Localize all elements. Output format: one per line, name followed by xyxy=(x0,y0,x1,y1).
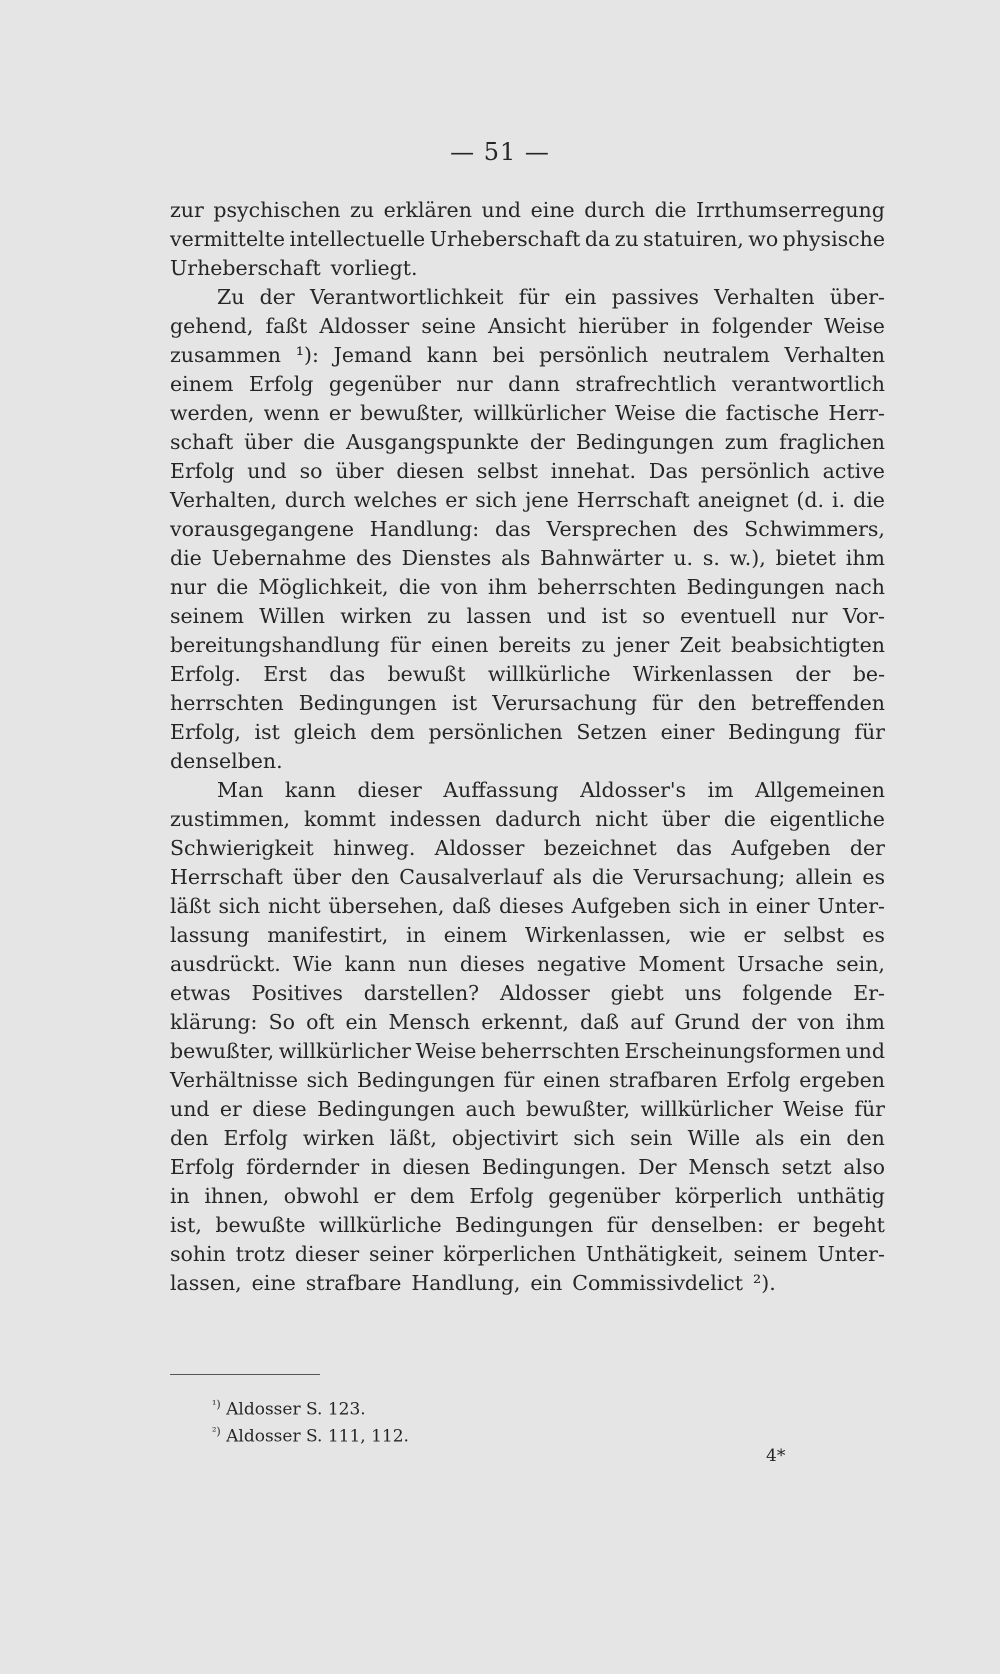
text-line: lassung manifestirt, in einem Wirkenlassen, wie er selbst es xyxy=(170,923,885,947)
text-line: die Uebernahme des Dienstes als Bahnwärter u. s. w.), bietet ihm xyxy=(170,546,885,570)
text-line: und er diese Bedingungen auch bewußter, willkürlicher Weise für xyxy=(170,1097,885,1121)
text-line: nur die Möglichkeit, die von ihm beherrschten Bedingungen nach xyxy=(170,575,885,599)
text-line: zustimmen, kommt indessen dadurch nicht über die eigentliche xyxy=(170,807,885,831)
footnote-2 xyxy=(212,1425,409,1447)
text-line: zusammen ¹): Jemand kann bei persönlich neutralem Verhalten xyxy=(170,343,885,367)
text-line: Urheberschaft vorliegt. xyxy=(170,256,418,280)
text-line: gehend, faßt Aldosser seine Ansicht hierüber in folgender Weise xyxy=(170,314,885,338)
text-line: herrschten Bedingungen ist Verursachung für den betreffenden xyxy=(170,691,885,715)
text-line: Erfolg, ist gleich dem persönlichen Setzen einer Bedingung für xyxy=(170,720,885,744)
text-line: einem Erfolg gegenüber nur dann strafrechtlich verantwortlich xyxy=(170,372,885,396)
text-line: zur psychischen zu erklären und eine durch die Irrthumserregung xyxy=(170,198,885,222)
text-line: Erfolg und so über diesen selbst innehat. Das persönlich active xyxy=(170,459,885,483)
footnote-2-mark: ²) xyxy=(212,1425,221,1438)
footnote-1-mark: ¹) xyxy=(212,1398,221,1411)
footnote-1-text: Aldosser S. 123. xyxy=(226,1399,366,1420)
text-line: Verhältnisse sich Bedingungen für einen strafbaren Erfolg ergeben xyxy=(170,1068,885,1092)
text-line: den Erfolg wirken läßt, objectivirt sich sein Wille als ein den xyxy=(170,1126,885,1150)
text-line: werden, wenn er bewußter, willkürlicher Weise die factische Herr- xyxy=(170,401,885,425)
text-line: Schwierigkeit hinweg. Aldosser bezeichnet das Aufgeben der xyxy=(170,836,885,860)
text-line: Zu der Verantwortlichkeit für ein passives Verhalten über- xyxy=(217,285,885,309)
footnote-rule xyxy=(170,1374,320,1375)
text-line: lassen, eine strafbare Handlung, ein Commissivdelict ²). xyxy=(170,1271,776,1295)
text-line: etwas Positives darstellen? Aldosser giebt uns folgende Er- xyxy=(170,981,885,1005)
text-line: klärung: So oft ein Mensch erkennt, daß auf Grund der von ihm xyxy=(170,1010,885,1034)
text-line: in ihnen, obwohl er dem Erfolg gegenüber körperlich unthätig xyxy=(170,1184,885,1208)
text-line: bewußter, willkürlicher Weise beherrschten Erscheinungsformen und xyxy=(170,1039,885,1063)
signature-mark: 4* xyxy=(766,1446,786,1466)
text-line: vermittelte intellectuelle Urheberschaft da zu statuiren, wo physische xyxy=(170,227,885,251)
text-line: Herrschaft über den Causalverlauf als die Verursachung; allein es xyxy=(170,865,885,889)
page-number-header: — 51 — xyxy=(450,138,550,166)
text-line: vorausgegangene Handlung: das Versprechen des Schwimmers, xyxy=(170,517,885,541)
body-text xyxy=(170,196,885,1298)
text-line: seinem Willen wirken zu lassen und ist so eventuell nur Vor- xyxy=(170,604,885,628)
text-line: Verhalten, durch welches er sich jene Herrschaft aneignet (d. i. die xyxy=(170,488,885,512)
text-line: Man kann dieser Auffassung Aldosser's im Allgemeinen xyxy=(217,778,885,802)
footnote-2-text: Aldosser S. 111, 112. xyxy=(226,1426,409,1447)
footnote-1 xyxy=(212,1398,366,1420)
text-line: schaft über die Ausgangspunkte der Bedingungen zum fraglichen xyxy=(170,430,885,454)
text-line: Erfolg. Erst das bewußt willkürliche Wirkenlassen der be- xyxy=(170,662,885,686)
text-line: Erfolg fördernder in diesen Bedingungen. Der Mensch setzt also xyxy=(170,1155,885,1179)
text-line: sohin trotz dieser seiner körperlichen Unthätigkeit, seinem Unter- xyxy=(170,1242,885,1266)
text-line: denselben. xyxy=(170,749,283,773)
text-line: bereitungshandlung für einen bereits zu jener Zeit beabsichtigten xyxy=(170,633,885,657)
text-line: ausdrückt. Wie kann nun dieses negative Moment Ursache sein, xyxy=(170,952,885,976)
text-line: ist, bewußte willkürliche Bedingungen für denselben: er begeht xyxy=(170,1213,885,1237)
text-line: läßt sich nicht übersehen, daß dieses Aufgeben sich in einer Unter- xyxy=(170,894,885,918)
